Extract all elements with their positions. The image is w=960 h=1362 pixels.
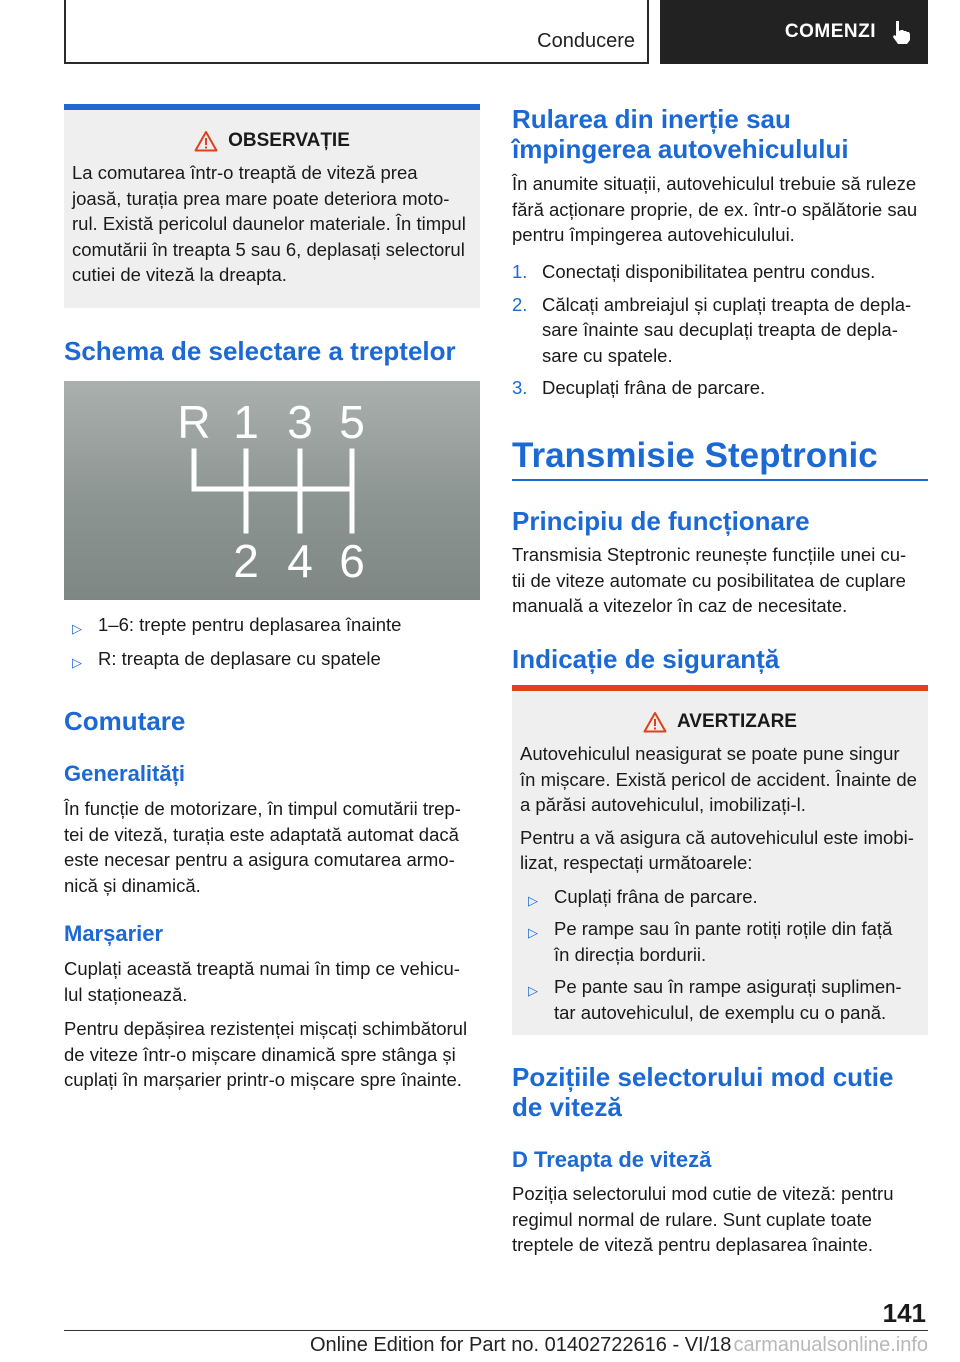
schema-heading: Schema de selectare a treptelor [64, 336, 456, 366]
text-line: pentru împingerea autovehiculului. [512, 224, 795, 245]
heading-underline [512, 479, 928, 481]
list-item: ▷ Pe pante sau în rampe asigurați suplimen- tar autovehiculul, de exemplu cu o pană. [528, 976, 902, 1023]
pointing-hand-icon [888, 19, 914, 45]
list-item [512, 375, 932, 401]
step-text: sare cu spatele. [542, 344, 673, 366]
text-line: manuală a vitezelor în caz de necesitate. [512, 595, 848, 616]
bullet-triangle-icon: ▷ [72, 621, 82, 636]
rulare-heading [512, 104, 849, 164]
bullet-triangle-icon: ▷ [528, 892, 538, 908]
page-number: 141 [882, 1298, 926, 1328]
footer-edition: Online Edition for Part no. 01402722616 - VI/18 [310, 1334, 732, 1356]
note-line: cutiei de viteză la dreapta. [72, 264, 287, 285]
step-number: 2. [512, 293, 528, 315]
list-item [512, 259, 932, 285]
text-line: tei de viteză, turația este adaptată automat dacă [64, 823, 459, 845]
text-line: fără acționare proprie, de ex. într-o spălătorie sau [512, 198, 918, 220]
warning-bullets [520, 884, 920, 1026]
step-text: Decuplați frâna de parcare. [542, 377, 766, 398]
header-tab-comenzi[interactable] [660, 0, 928, 64]
text-line: de viteze într-o mișcare dinamică spre stânga și [64, 1043, 456, 1065]
gear-label-6: 6 [339, 535, 365, 587]
text-line: Pentru a vă asigura că autovehiculul este imobi- [520, 826, 914, 848]
step-number: 3. [512, 377, 528, 398]
note-line: joasă, turația prea mare poate deteriora moto- [72, 187, 450, 209]
list-item [512, 292, 932, 369]
text-line: nică și dinamică. [64, 874, 201, 896]
marsarier-text-1 [64, 956, 484, 1007]
text-line: Transmisia Steptronic reunește funcțiile unei cu- [512, 544, 907, 565]
marsarier-text-2 [64, 1016, 484, 1093]
header-section-box [64, 0, 649, 64]
gear-label-r: R [177, 396, 211, 448]
heading-line: de viteză [512, 1092, 622, 1122]
gear-shift-diagram [64, 381, 480, 600]
heading-line: Pozițiile selectorului mod cutie [512, 1062, 894, 1092]
warning-title-row [520, 711, 920, 733]
text-line: treptele de viteză pentru deplasarea înainte. [512, 1234, 873, 1255]
warning-triangle-icon [194, 130, 218, 152]
text-line: Cuplați această treaptă numai în timp ce vehicu- [64, 958, 460, 979]
note-line: rul. Există pericolul daunelor materiale. În timpul [72, 213, 466, 234]
text-line: Autovehiculul neasigurat se poate pune singur [520, 743, 900, 764]
rulare-text [512, 171, 932, 248]
text-line: În anumite situații, autovehiculul trebuie să ruleze [512, 173, 917, 194]
note-text [72, 160, 472, 288]
step-text: sare înainte sau decuplați treapta de depla- [542, 319, 898, 340]
bullet-triangle-icon: ▷ [528, 983, 538, 998]
comutare-heading: Comutare [64, 706, 186, 736]
list-item: ▷ Pe rampe sau în pante rotiți roțile din față în direcția bordurii. [528, 918, 893, 965]
text-line: în mișcare. Există pericol de accident. Înainte de [520, 768, 917, 790]
heading-line: Rularea din inerție sau [512, 104, 791, 134]
header-section-title: Conducere [537, 30, 635, 52]
note-line: La comutarea într-o treaptă de viteză prea [72, 162, 418, 183]
text-line: Pentru depășirea rezistenței mișcați schimbătorul [64, 1018, 468, 1039]
list-item: ▷ Cuplați frâna de parcare. [520, 884, 920, 910]
warning-text-1 [520, 741, 920, 818]
siguranta-heading: Indicație de siguranță [512, 644, 780, 674]
heading-line: împingerea autovehiculului [512, 134, 849, 164]
bullet-triangle-icon: ▷ [528, 925, 538, 940]
text-line: lizat, respectați următoarele: [520, 852, 753, 873]
generalitati-heading: Generalități [64, 761, 186, 786]
marsarier-heading: Marșarier [64, 921, 164, 946]
gear-label-5: 5 [339, 396, 365, 448]
note-title: OBSERVAȚIE [228, 130, 350, 151]
steptronic-heading: Transmisie Steptronic [512, 436, 878, 475]
note-bar [64, 104, 480, 110]
list-item: ▷ R: treapta de deplasare cu spatele [64, 646, 480, 672]
gear-legend-list [64, 612, 480, 678]
gear-pattern-graphic [64, 381, 480, 600]
watermark: carmanualsonline.info [733, 1334, 928, 1356]
text-line: regimul normal de rulare. Sunt cuplate toate [512, 1208, 872, 1230]
gear-label-2: 2 [233, 535, 259, 587]
step-text: Călcați ambreiajul și cuplați treapta de depla- [542, 293, 912, 315]
step-text: Conectați disponibilitatea pentru condus. [542, 261, 876, 282]
note-title-row [72, 130, 472, 152]
footer-divider [64, 1330, 928, 1331]
text-line: lul staționează. [64, 983, 188, 1005]
pozitii-heading [512, 1062, 893, 1122]
d-treapta-text [512, 1181, 932, 1258]
warning-title: AVERTIZARE [677, 711, 797, 732]
note-line: comutării în treapta 5 sau 6, deplasați selectorul [72, 238, 465, 260]
gear-label-3: 3 [287, 396, 313, 448]
warning-bar [512, 685, 928, 691]
step-number: 1. [512, 261, 528, 282]
warning-text-2 [520, 825, 920, 876]
bullet-triangle-icon: ▷ [72, 654, 82, 670]
text-line: Poziția selectorului mod cutie de viteză: pentru [512, 1183, 894, 1204]
text-line: cuplați în marșarier printr-o mișcare spre înainte. [64, 1069, 462, 1090]
d-treapta-heading: D Treapta de viteză [512, 1147, 712, 1172]
list-item: ▷ 1–6: trepte pentru deplasarea înainte [64, 612, 480, 638]
text-line: tii de viteze automate cu posibilitatea de cuplare [512, 569, 906, 591]
note-box [64, 104, 480, 308]
gear-label-1: 1 [233, 396, 259, 448]
text-line: a părăsi autovehiculul, imobilizați-l. [520, 794, 806, 815]
warning-box [512, 685, 928, 1035]
gear-label-4: 4 [287, 535, 313, 587]
steps-list [512, 259, 932, 408]
generalitati-text [64, 796, 484, 898]
principiu-heading: Principiu de funcționare [512, 506, 810, 536]
principiu-text [512, 542, 932, 619]
text-line: În funcție de motorizare, în timpul comutării trep- [64, 798, 461, 819]
warning-triangle-icon [643, 711, 667, 733]
text-line: este necesar pentru a asigura comutarea armo- [64, 849, 455, 870]
header-tab-label: COMENZI [784, 21, 876, 42]
